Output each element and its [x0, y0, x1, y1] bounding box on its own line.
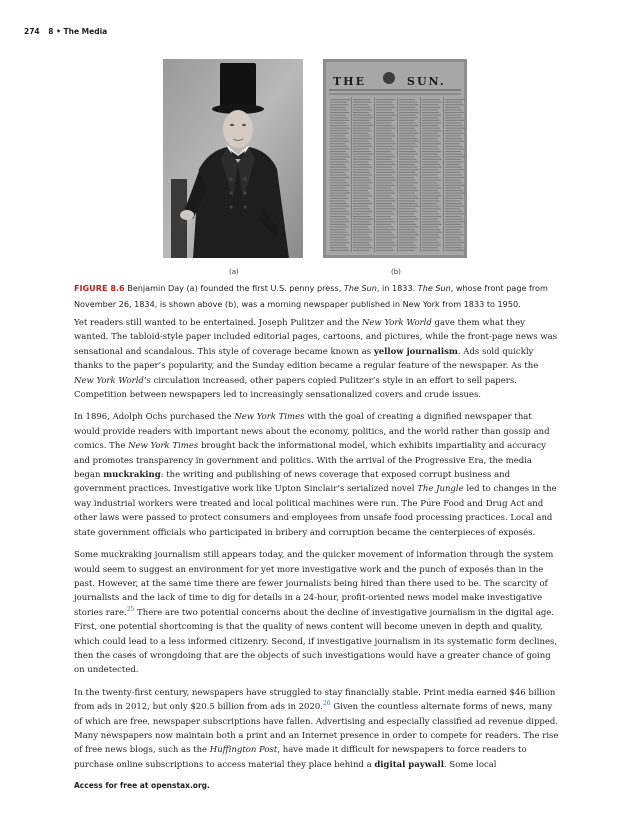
- text-run: : the writing and publishing of news coverage that exposed corrupt business and government practices. Investigative work like Upton Sinclair’s serialized novel: [74, 470, 511, 495]
- page-footer: Access for free at openstax.org.: [74, 781, 210, 790]
- caption-text: , in 1833.: [376, 283, 418, 293]
- figure-caption-label: FIGURE 8.6: [74, 283, 125, 293]
- running-header: [24, 27, 107, 36]
- body-text: [74, 316, 560, 780]
- text-run: with the goal of creating a dignified newspaper that would provide readers with important news about the economy, politics, and the world rather than gossip and comics. The: [74, 412, 550, 452]
- text-run: In 1896, Adolph Ochs purchased the: [74, 412, 235, 423]
- masthead-emblem-icon: [383, 72, 395, 84]
- benjamin-day-portrait-photo: [163, 59, 303, 258]
- paragraph-investigative-decline: [74, 548, 560, 678]
- footnote-reference-link[interactable]: 25: [126, 605, 135, 613]
- figure-label-b: (b): [391, 268, 401, 276]
- page-number: 274: [24, 27, 40, 36]
- caption-italic: The Sun: [343, 283, 377, 293]
- text-run: brought back the informational model, which exhibits impartiality and accuracy and promotes transparency in government and politics. With the arrival of the Progressive Era, the media began: [74, 441, 546, 481]
- text-run: gave them what they wanted. The tabloid-style paper included editorial pages, cartoons, and pictures, while the front-page news was sensational and scandalous. This style of coverage became known as: [74, 318, 558, 357]
- italic-text: The Jungle: [417, 484, 464, 495]
- figure-caption: [74, 281, 558, 312]
- paragraph-yellow-journalism: [74, 316, 560, 402]
- key-term: yellow journalism: [373, 346, 458, 357]
- caption-italic: The Sun: [417, 283, 451, 293]
- text-run: Yet readers still wanted to be entertained. Joseph Pulitzer and the: [74, 318, 362, 328]
- text-run: There are two potential concerns about the decline of investigative journalism in the digital age. First, one potential shortcoming is that the quality of news content will become uneven in depth and quality, which could lead to a less informed citizenry. Second, if investigative journalism in its systematic form declines, then the cases of wrongdoing that are the objects of such investigations would have a greater chance of going on undetected.: [74, 607, 558, 676]
- italic-text: New York Times: [234, 412, 305, 423]
- text-run: In the twenty-first century, newspapers have struggled to stay financially stable. Print media earned $46 billion from ads in 2012, but only $20.5 billion from ads in 2020.: [74, 687, 556, 713]
- chapter-title: 8 • The Media: [48, 27, 108, 36]
- text-run: . Ads sold quickly thanks to the paper’s popularity, and the Sunday edition became a regular feature of the newspaper. As the: [74, 346, 539, 372]
- italic-text: New York World’s: [74, 375, 151, 386]
- text-run: Given the countless alternate forms of news, many of which are free, newspaper subscriptions have fallen. Advertising and especially classified ad revenue dipped. Many newspapers now maintain both a print and an Internet presence in order to compete for readers. The rise of free news blogs, such as the: [74, 702, 559, 756]
- text-run: , have made it difficult for newspapers to force readers to purchase online subscriptions to access material they place behind a: [74, 745, 527, 770]
- italic-text: New York World: [361, 318, 432, 328]
- masthead-left-text: THE: [333, 75, 366, 88]
- key-term: digital paywall: [374, 759, 444, 770]
- caption-text: Benjamin Day (a) founded the first U.S. penny press,: [124, 283, 344, 293]
- text-run: . Some local: [443, 759, 497, 770]
- caption-text: , whose front page from November 26, 1834, is shown above (b), was a morning newspaper published in New York from 1833 to 1950.: [74, 283, 548, 309]
- italic-text: New York Times: [128, 441, 199, 452]
- paragraph-muckraking: [74, 410, 560, 540]
- text-run: circulation increased, other papers copied Pulitzer’s style in an effort to sell papers. Competition between newspapers led to increasingly sensationalized covers and crude issues.: [74, 375, 517, 401]
- text-run: Some muckraking journalism still appears today, and the quicker movement of information through the system would seem to suggest an environment for yet more investigative work and the punch of exposés than in the past. However, at the same time there are fewer journalists being hired than there used to be. The scarcity of journalists and the lack of time to dig for details in a 24-hour, profit-oriented news model make investigative stories rare.: [74, 550, 554, 618]
- the-sun-front-page-image: [323, 59, 467, 258]
- masthead-right-text: SUN.: [407, 75, 446, 88]
- paragraph-financial-struggle: [74, 686, 560, 772]
- footnote-reference-link[interactable]: 26: [322, 700, 331, 708]
- figure-label-a: (a): [229, 268, 239, 276]
- text-run: led to changes in the way industrial workers were treated and local political machines were run. The Pure Food and Drug Act and other laws were passed to protect consumers and employees from unsafe food processing practices. Local and state government officials who participated in bribery and corruption became the centerpieces of exposés.: [74, 484, 557, 538]
- italic-text: Huffington Post: [209, 745, 278, 756]
- key-term: muckraking: [103, 470, 161, 481]
